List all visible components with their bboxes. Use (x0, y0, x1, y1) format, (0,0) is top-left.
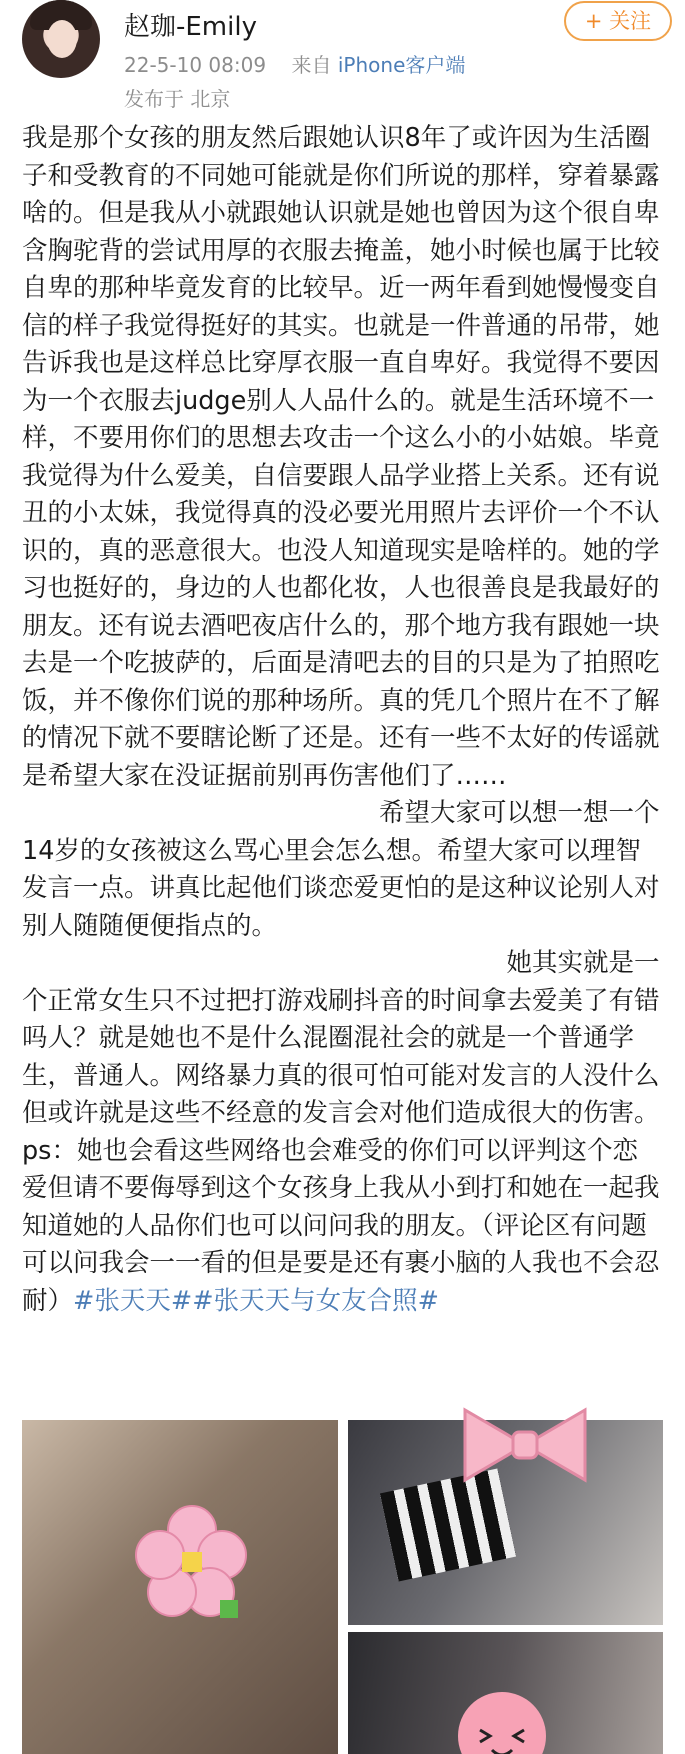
follow-button[interactable]: + 关注 (564, 1, 672, 41)
post-header (0, 0, 685, 118)
photo-right-bottom[interactable] (348, 1632, 663, 1754)
hashtag-link[interactable]: #张天天# (73, 1285, 193, 1316)
post-body (22, 120, 662, 1320)
post-date: 22-5-10 08:09 (124, 53, 267, 77)
username[interactable]: 赵珈-Emily (124, 12, 257, 42)
hashtag-link[interactable]: #张天天与女友合照# (192, 1285, 439, 1316)
avatar-face (47, 20, 77, 58)
post-paragraph-3: 她其实就是一个正常女生只不过把打游戏刷抖音的时间拿去爱美了有错吗人？就是她也不是什么混圈混社会的就是一个普通学生，普通人。网络暴力真的很可怕可能对发言的人没什么但或许就是这些不经意的发言会对他们造成很大的伤害。 (22, 948, 660, 1128)
image-grid (0, 1420, 685, 1754)
bow-sticker-icon (455, 1400, 595, 1490)
ps-text: ps：她也会看这些网络也会难受的你们可以评判这个恋爱但请不要侮辱到这个女孩身上我从小到打和她在一起我知道她的人品你们也可以问问我的朋友。（评论区有问题可以问我会一一看的但是要是还有裹小脑的人我也不会忍耐） (22, 1135, 660, 1316)
post-paragraph-4 (22, 1133, 662, 1321)
flower-sticker-icon (132, 1500, 252, 1620)
avatar[interactable] (22, 0, 100, 78)
post-meta (124, 49, 465, 78)
post-paragraph-1: 我是那个女孩的朋友然后跟她认识8年了或许因为生活圈子和受教育的不同她可能就是你们所说的那样，穿着暴露啥的。但是我从小就跟她认识就是她也曾因为这个很自卑含胸驼背的尝试用厚的衣服去掩盖，她小时候也属于比较自卑的那种毕竟发育的比较早。近一两年看到她慢慢变自信的样子我觉得挺好的其实。也就是一件普通的吊带，她告诉我也是这样总比穿厚衣服一直自卑好。我觉得不要因为一个衣服去judge别人人品什么的。就是生活环境不一样，不要用你们的思想去攻击一个这么小的小姑娘。毕竟我觉得为什么爱美，自信要跟人品学业搭上关系。还有说丑的小太妹，我觉得真的没必要光用照片去评价一个不认识的，真的恶意很大。也没人知道现实是啥样的。她的学习也挺好的，身边的人也都化妆，人也很善良是我最好的朋友。还有说去酒吧夜店什么的，那个地方我有跟她一块去是一个吃披萨的，后面是清吧去的目的只是为了拍照吃饭，并不像你们说的那种场所。真的凭几个照片在不了解的情况下就不要瞎论断了还是。还有一些不太好的传谣就是希望大家在没证据前别再伤害他们了…… (22, 123, 660, 791)
post-paragraph-2: 希望大家可以想一想一个14岁的女孩被这么骂心里会怎么想。希望大家可以理智发言一点。讲真比起他们谈恋爱更怕的是这种议论别人对别人随随便便指点的。 (22, 798, 660, 941)
smile-face-sticker-icon (458, 1692, 546, 1754)
source-prefix: 来自 (291, 53, 332, 77)
photo-left[interactable] (22, 1420, 338, 1754)
source-link[interactable]: iPhone客户端 (337, 53, 466, 77)
post-location: 发布于 北京 (124, 87, 231, 111)
